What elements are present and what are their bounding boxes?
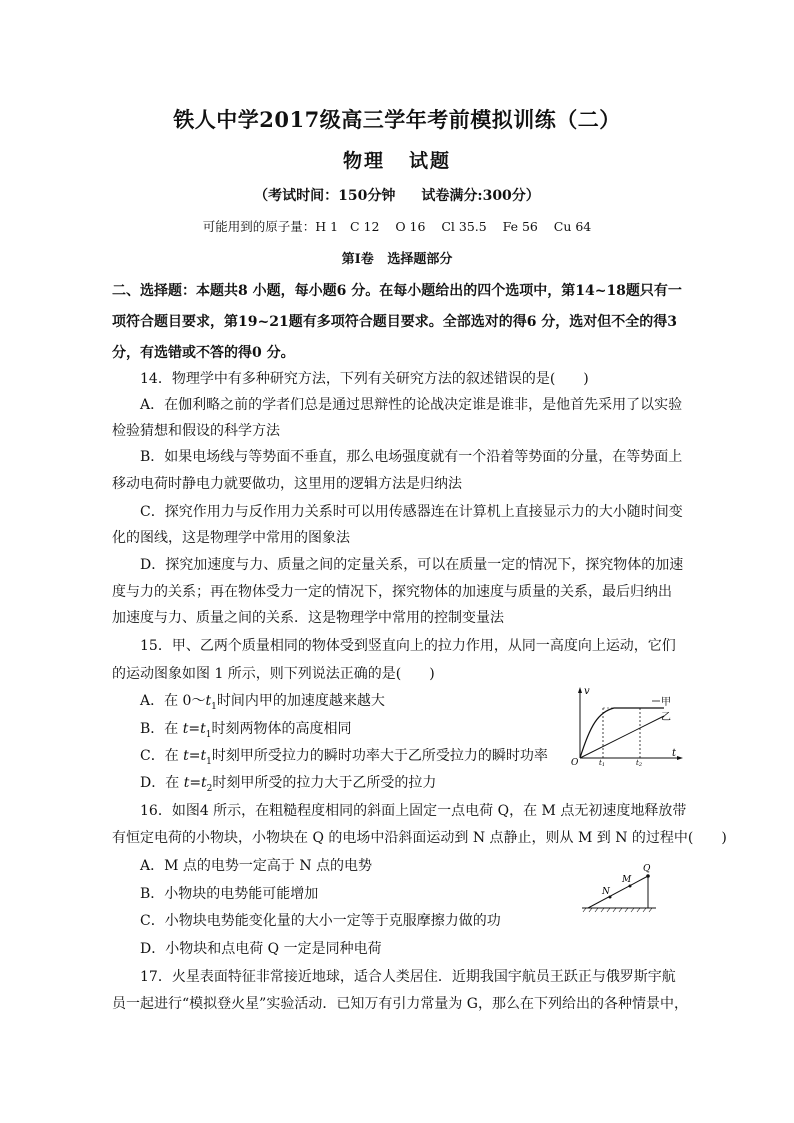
section-heading: 第Ⅰ卷 选择题部分 bbox=[341, 252, 453, 267]
q15-option-d bbox=[140, 773, 682, 799]
exam-time-info bbox=[0, 185, 794, 205]
math-subscript: 1 bbox=[211, 701, 217, 712]
legend-jia: 甲 bbox=[661, 697, 671, 708]
q16-option-c: C．小物块电势能变化量的大小一定等于克服摩擦力做的功 bbox=[140, 913, 501, 929]
math-var: t=t bbox=[183, 775, 207, 791]
question-17-stem: 17．火星表面特征非常接近地球，适合人类居住．近期我国宇航员王跃正与俄罗斯宇航 bbox=[140, 969, 676, 985]
instruction-line: 二、选择题：本题共8 小题，每小题6 分。在每小题给出的四个选项中，第14~18题只有一 bbox=[112, 283, 682, 299]
option-text: 时刻两物体的高度相同 bbox=[211, 721, 352, 737]
option-text: 时刻甲所受的拉力大于乙所受的拉力 bbox=[212, 775, 437, 791]
question-15-stem-cont: 的运动图象如图 1 所示，则下列说法正确的是( ) bbox=[112, 666, 435, 682]
q16-option-d: D．小物块和点电荷 Q 一定是同种电荷 bbox=[140, 941, 382, 957]
origin-label: O bbox=[571, 758, 579, 766]
option-prefix: A．在 0～ bbox=[140, 693, 206, 709]
instruction-line: 项符合题目要求，第19~21题有多项符合题目要求。全部选对的得6 分，选对但不全的得3 bbox=[112, 314, 678, 330]
instruction-line: 分，有选错或不答的得0 分。 bbox=[112, 345, 295, 361]
t2-label: t2 bbox=[636, 759, 643, 766]
incline-figure bbox=[578, 862, 660, 914]
v-axis-arrow bbox=[578, 687, 582, 693]
t-axis-arrow bbox=[677, 756, 683, 760]
math-subscript: 1 bbox=[206, 756, 212, 767]
incline-surface bbox=[588, 876, 648, 908]
exam-title: 铁人中学2017级高三学年考前模拟训练（二） bbox=[173, 107, 621, 132]
q14-option-c: C．探究作用力与反作用力关系时可以用传感器连在计算机上直接显示力的大小随时间变 bbox=[140, 504, 683, 520]
q14-option-a: A．在伽利略之前的学者们总是通过思辩性的论战决定谁是谁非，是他首先采用了以实验 bbox=[140, 397, 683, 413]
ground-hatching bbox=[583, 908, 652, 912]
math-var: t bbox=[205, 693, 212, 709]
option-prefix: B．在 bbox=[140, 721, 183, 737]
legend-yi: 乙 bbox=[661, 712, 671, 723]
label-q: Q bbox=[643, 864, 651, 874]
question-17-stem-cont: 员一起进行“模拟登火星”实验活动．已知万有引力常量为 G，那么在下列给出的各种情景中， bbox=[112, 996, 688, 1012]
option-prefix: D．在 bbox=[140, 775, 184, 791]
q14-option-b: B．如果电场线与等势面不垂直，那么电场强度就有一个沿着等势面的分量，在等势面上 bbox=[140, 449, 683, 465]
q14-option-d: D．探究加速度与力、质量之间的定量关系，可以在质量一定的情况下，探究物体的加速 bbox=[140, 557, 684, 573]
math-var: t=t bbox=[183, 748, 207, 764]
label-n: N bbox=[602, 887, 610, 897]
subject-name: 物理 bbox=[342, 150, 385, 172]
series-yi-line bbox=[580, 716, 664, 758]
series-jia-curve bbox=[580, 708, 664, 758]
question-16-stem-cont: 有恒定电荷的小物块，小物块在 Q 的电场中沿斜面运动到 N 点静止，则从 M 到 N 的过程中( ) bbox=[112, 830, 727, 846]
atomic-masses: 可能用到的原子量：H 1 C 12 O 16 Cl 35.5 Fe 56 Cu 64 bbox=[202, 219, 592, 234]
q14-option-d-cont: 度与力的关系；再在物体受力一定的情况下，探究物体的加速度与质量的关系，最后归纳出 bbox=[112, 584, 672, 600]
exam-time: （考试时间：150分钟 bbox=[254, 188, 396, 204]
math-subscript: 1 bbox=[205, 729, 212, 740]
question-15-stem: 15．甲、乙两个质量相同的物体受到竖直向上的拉力作用，从同一高度向上运动，它们 bbox=[140, 638, 676, 654]
y-axis-label: v bbox=[584, 686, 590, 697]
q14-option-c-cont: 化的图线，这是物理学中常用的图象法 bbox=[112, 530, 350, 546]
velocity-time-graph bbox=[568, 684, 684, 766]
q14-option-b-cont: 移动电荷时静电力就要做功，这里用的逻辑方法是归纳法 bbox=[112, 476, 462, 492]
charge-q-dot bbox=[646, 874, 650, 878]
math-var: t=t bbox=[182, 721, 206, 737]
t1-label: t1 bbox=[599, 759, 606, 766]
option-text: 时间内甲的加速度越来越大 bbox=[216, 693, 385, 709]
label-m: M bbox=[622, 875, 632, 885]
paper-label: 试题 bbox=[409, 150, 452, 172]
q14-option-d-cont: 加速度与力、质量之间的关系．这是物理学中常用的控制变量法 bbox=[112, 610, 504, 626]
q16-option-b: B．小物块的电势能可能增加 bbox=[140, 886, 319, 902]
question-16-stem: 16．如图4 所示，在粗糙程度相同的斜面上固定一点电荷 Q，在 M 点无初速度地释放带 bbox=[140, 803, 687, 819]
subject-heading bbox=[0, 146, 794, 173]
full-score: 试卷满分:300分） bbox=[421, 188, 540, 204]
q16-option-a: A．M 点的电势一定高于 N 点的电势 bbox=[140, 858, 373, 874]
option-text: 时刻甲所受拉力的瞬时功率大于乙所受拉力的瞬时功率 bbox=[211, 748, 548, 764]
option-prefix: C．在 bbox=[140, 748, 184, 764]
question-14-stem: 14．物理学中有多种研究方法，下列有关研究方法的叙述错误的是( ) bbox=[140, 371, 589, 387]
math-subscript: 2 bbox=[206, 783, 213, 794]
x-axis-label: t bbox=[672, 748, 677, 759]
q14-option-a-cont: 检验猜想和假设的科学方法 bbox=[112, 423, 280, 439]
